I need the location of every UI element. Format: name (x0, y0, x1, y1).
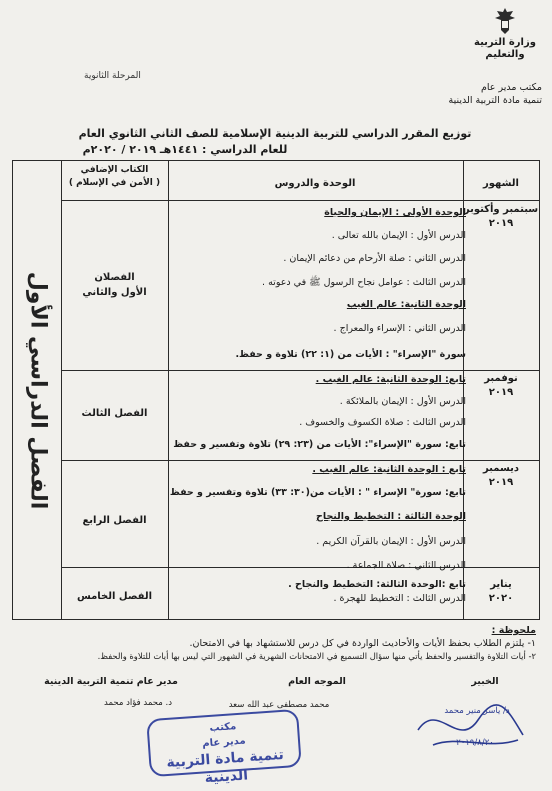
expert-date: ٢٠١٩/٨/٢٠ (456, 738, 494, 748)
lesson-line: الدرس الثالث : عوامل نجاح الرسول ﷺ في دعوته . (262, 277, 466, 288)
lesson-line: الدرس الثاني : صلاة الجماعة . (346, 560, 466, 571)
director-name: د. محمد فؤاد محمد (103, 698, 173, 708)
official-stamp: مكتب مدير عام تنمية مادة التربية الدينية (146, 709, 302, 777)
semester-label: الفصل الدراسي الأول (25, 271, 51, 509)
supervisor-title: الموجه العام (288, 676, 346, 687)
extra-book-header: الكتاب الإضافي ( الأمن في الإسلام ) (68, 165, 161, 188)
units-header: الوحدة والدروس (274, 178, 356, 189)
months-header: الشهور (483, 178, 519, 189)
page-title: توزيع المقرر الدراسي للتربية الدينية الإسلامية للصف الثاني الثانوي العام (78, 127, 472, 140)
office-label: مكتب مدير عام (481, 82, 542, 93)
unit-title: الوحدة الأولى : الإيمان والحياة (324, 207, 466, 218)
lesson-line: الدرس الثالث : التخطيط للهجرة . (333, 593, 466, 604)
extra-book-cell: الفصل الثالث (81, 408, 148, 419)
note-item: ١- يلتزم الطلاب بحفظ الأيات والأحاديث الواردة في كل درس للاستشهاد بها في الامتحان. (189, 638, 536, 649)
unit-title: الوحدة الثالثة : التخطيط والنجاح (316, 511, 466, 522)
extra-book-cell: الفصلان الأول والثاني (82, 272, 147, 298)
month-cell: يناير ٢٠٢٠ (488, 579, 514, 604)
month-cell: نوفمبر ٢٠١٩ (484, 373, 518, 398)
stage-label: المرحلة الثانوية (84, 71, 141, 81)
eagle-emblem-icon (493, 6, 517, 36)
unit-title: تابع : الوحدة الثانية: عالم الغيب . (312, 464, 466, 475)
lesson-line: الدرس الثاني : الإسراء والمعراج . (333, 323, 466, 334)
director-title: مدير عام تنمية التربية الدينية (44, 676, 178, 687)
expert-title: الخبير (471, 676, 499, 687)
note-item: ٢- أيات التلاوة والتفسير والحفظ يأتي منها سؤال التسميع في الامتحانات الشهرية في الشهور التي ليس بها أيات للتلاوة والحفظ. (97, 651, 536, 661)
unit-title: تابع :الوحدة الثالثة: التخطيط والنجاح . (288, 579, 466, 590)
expert-name: د/ ياسر منير محمد (444, 706, 510, 716)
surah-line: سورة "الإسراء" : الأيات من (١: ٢٢) تلاوة و حفظ. (235, 349, 466, 360)
expert-signature (398, 690, 538, 760)
lesson-line: الدرس الثاني : صلة الأرحام من دعائم الإيمان . (283, 253, 466, 264)
lesson-line: الدرس الأول : الإيمان بالملائكة . (339, 396, 466, 407)
extra-book-cell: الفصل الرابع (82, 515, 147, 526)
unit-title: تابع: الوحدة الثانية: عالم الغيب . (315, 374, 466, 385)
academic-year: للعام الدراسي : ١٤٤١هـ ٢٠١٩ / ٢٠٢٠م (82, 143, 288, 156)
lesson-line: الدرس الأول : الإيمان بالقرآن الكريم . (316, 536, 466, 547)
supervisor-name: محمد مصطفى عبد الله سعد (228, 700, 330, 710)
ministry-logo (462, 6, 548, 61)
department-label: تنمية مادة التربية الدينية (448, 95, 542, 106)
lesson-line: الدرس الأول : الإيمان بالله تعالى . (331, 230, 466, 241)
month-cell: سبتمبر وأكتوبر ٢٠١٩ (463, 204, 539, 229)
month-cell: ديسمبر ٢٠١٩ (482, 463, 520, 488)
surah-line: تابع: سورة "الإسراء": الأيات من (٢٣: ٢٩) تلاوة وتفسير و حفظ (173, 439, 466, 450)
surah-line: تابع: سورة" الإسراء " : الأيات من(٣٠: ٣٣) تلاوة وتفسير و حفظ (169, 487, 466, 498)
ministry-logo-text: وزارة التربية والتعليم (474, 37, 536, 60)
notes-heading: ملحوظة : (491, 625, 536, 636)
extra-book-cell: الفصل الخامس (76, 591, 153, 602)
lesson-line: الدرس الثالث : صلاة الكسوف والخسوف . (299, 417, 466, 428)
unit-title: الوحدة الثانية: عالم الغيب (346, 299, 466, 310)
